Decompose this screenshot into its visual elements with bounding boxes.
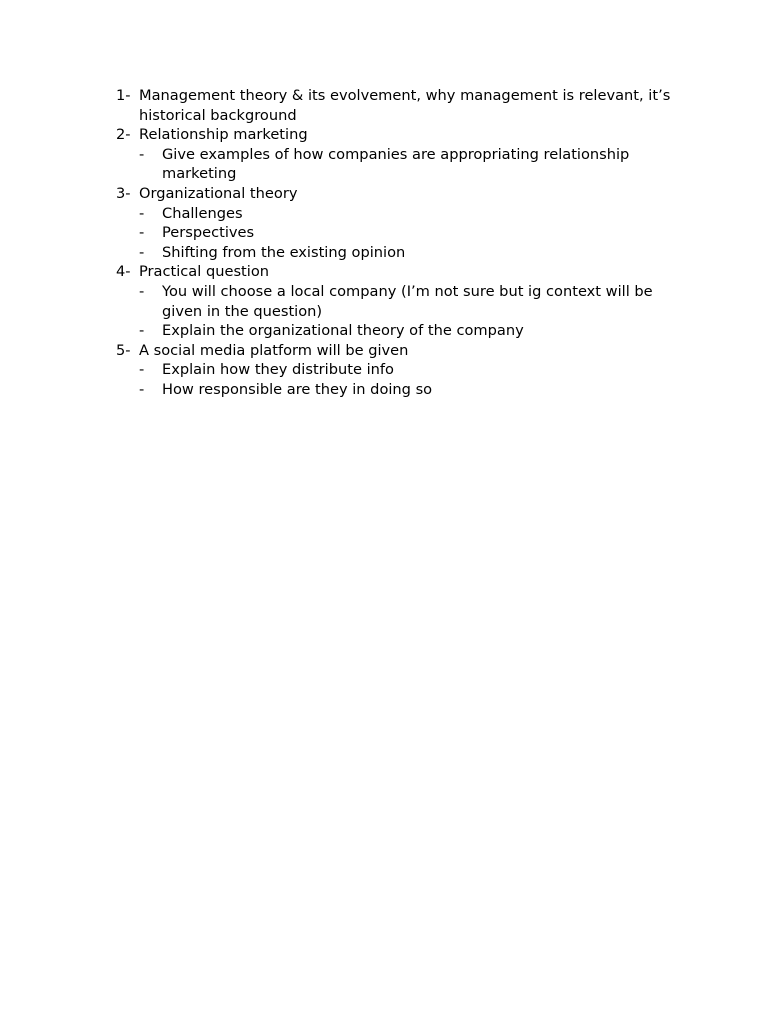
- list-item-text: Management theory & its evolvement, why management is relevant, it’s historical background: [139, 87, 671, 124]
- list-item-text: Organizational theory: [139, 184, 298, 202]
- sub-list-item: [116, 145, 686, 184]
- sub-list-item-text: Explain the organizational theory of the company: [162, 322, 524, 340]
- sub-list-item: [116, 223, 686, 243]
- sub-list-item: [116, 360, 686, 380]
- list-item: [116, 262, 686, 282]
- sub-list-bullet: -: [139, 204, 145, 222]
- sub-list-bullet: -: [139, 361, 145, 379]
- sub-list-item-text: Give examples of how companies are appropriating relationship marketing: [162, 145, 630, 183]
- sub-list-item: [116, 380, 686, 400]
- list-item-text: Relationship marketing: [139, 126, 308, 144]
- sub-list-bullet: -: [139, 282, 145, 300]
- sub-list-item-text: You will choose a local company (I’m not sure but ig context will be given in the question): [162, 282, 653, 320]
- sub-list-item-text: How responsible are they in doing so: [162, 380, 433, 398]
- numbered-list: [116, 86, 686, 400]
- list-item-number: 4-: [116, 263, 131, 281]
- sub-list-bullet: -: [139, 243, 145, 261]
- list-item: [116, 184, 686, 204]
- list-item-text: A social media platform will be given: [139, 341, 409, 359]
- list-item: [116, 341, 686, 361]
- list-item: [116, 125, 686, 145]
- sub-list-item: [116, 282, 686, 321]
- sub-list-item: [116, 321, 686, 341]
- list-item-number: 3-: [116, 184, 131, 202]
- sub-list-bullet: -: [139, 224, 145, 242]
- list-item: [116, 86, 686, 125]
- sub-list-item-text: Shifting from the existing opinion: [162, 243, 406, 261]
- sub-list-bullet: -: [139, 145, 145, 163]
- sub-list-item-text: Explain how they distribute info: [162, 361, 394, 379]
- sub-list-bullet: -: [139, 322, 145, 340]
- list-item-number: 1-: [116, 87, 131, 104]
- list-item-number: 5-: [116, 341, 131, 359]
- sub-list-item: [116, 243, 686, 263]
- sub-list-bullet: -: [139, 380, 145, 398]
- list-item-number: 2-: [116, 126, 131, 144]
- sub-list-item-text: Perspectives: [162, 224, 255, 242]
- sub-list-item: [116, 204, 686, 224]
- sub-list-item-text: Challenges: [162, 204, 243, 222]
- list-item-text: Practical question: [139, 263, 269, 281]
